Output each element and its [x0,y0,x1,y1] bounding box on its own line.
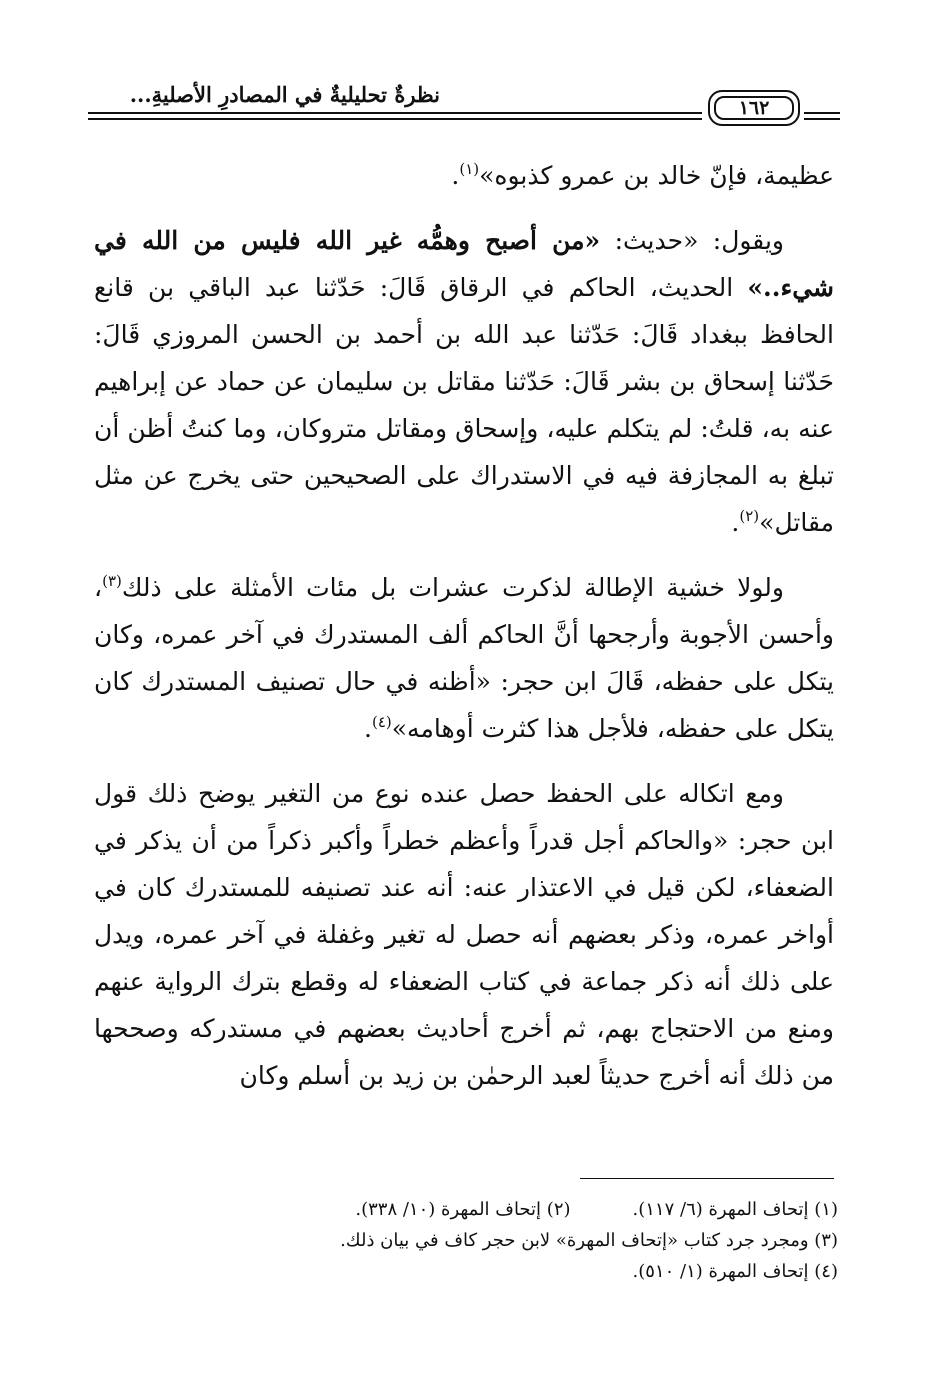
paragraph-end: . [731,508,740,537]
paragraph-end: . [451,161,460,190]
footnote-row [118,1256,838,1287]
page-header [88,76,840,128]
page-number: ١٦٢ [714,96,794,120]
header-rule [804,112,840,114]
header-rule [88,118,702,120]
paragraph-text: ومع اتكاله على الحفظ حصل عنده نوع من التغير يوضح ذلك قول ابن حجر: «والحاكم أجل قدراً وأعظم خطراً وأكبر ذكراً من أن يذكر في الضعفاء، لكن قيل في الاعتذار عنه: أنه عند تصنيفه للمستدرك كان في أواخر عمره، وذكر بعضهم أنه حصل له تغير وغفلة في آخر عمره، ويدل على ذلك أنه ذكر جماعة في كتاب الضعفاء له وقطع بترك الرواية عنهم ومنع من الاحتجاج بهم، ثم أخرج أحاديث بعضهم في مستدركه وصححها من ذلك أنه أخرج حديثاً لعبد الرحمٰن بن زيد بن أسلم وكان [94,779,834,1090]
paragraph [94,770,834,1099]
footnote-marker: (٣) [102,572,122,590]
paragraph [94,217,834,546]
footnote-marker: (٢) [739,507,760,525]
footnote: (٤) إتحاف المهرة (١/ ٥١٠). [632,1261,838,1282]
footnote-row [118,1225,838,1256]
footnote-marker: (٤) [371,713,392,731]
footnote-separator [580,1178,834,1179]
footnote-row [118,1194,838,1225]
hadith-text: «من أصبح وهمُّه غير الله فليس من الله في شيء..» [94,226,834,302]
paragraph-text: الحديث، الحاكم في الرقاق قَالَ: حَدّثنا عبد الباقي بن قانع الحافظ ببغداد قَالَ: حَدّثنا عبد الله بن أحمد بن الحسن المروزي قَالَ: حَدّثنا إسحاق بن بشر قَالَ: حَدّثنا مقاتل بن سليمان عن حماد عن إبراهيم عنه به، قلتُ: لم يتكلم عليه، وإسحاق ومقاتل متروكان، وما كنتُ أظن أن تبلغ به المجازفة فيه في الاستدراك على الصحيحين حتى يخرج عن مثل مقاتل» [94,273,834,537]
footnote-marker: (١) [459,160,480,178]
body-text [94,152,834,1099]
footnote: (١) إتحاف المهرة (٦/ ١١٧). [632,1199,838,1220]
paragraph-text: ولولا خشية الإطالة لذكرت عشرات بل مئات الأمثلة على ذلك [121,573,784,602]
running-title: نظرةٌ تحليليةٌ في المصادرِ الأصليةِ... [129,82,440,107]
paragraph-end: . [364,714,372,743]
footnotes [118,1194,838,1287]
paragraph [94,152,834,199]
header-rule [804,118,840,120]
paragraph [94,564,834,752]
footnote: (٢) إتحاف المهرة (١٠/ ٣٣٨). [355,1199,571,1220]
header-rule [88,112,702,114]
paragraph-text: ويقول: «حديث: [600,226,784,255]
paragraph-text: عظيمة، فإنّ خالد بن عمرو كذبوه» [479,161,834,190]
footnote: (٣) ومجرد جرد كتاب «إتحاف المهرة» لابن حجر كاف في بيان ذلك. [340,1230,838,1251]
page-number-frame [708,90,800,126]
paragraph-text: ، وأحسن الأجوبة وأرجحها أنَّ الحاكم ألف المستدرك في آخر عمره، وكان يتكل على حفظه، قَالَ ابن حجر: «أظنه في حال تصنيف المستدرك كان يتكل على حفظه، فلأجل هذا كثرت أوهامه» [94,573,834,743]
